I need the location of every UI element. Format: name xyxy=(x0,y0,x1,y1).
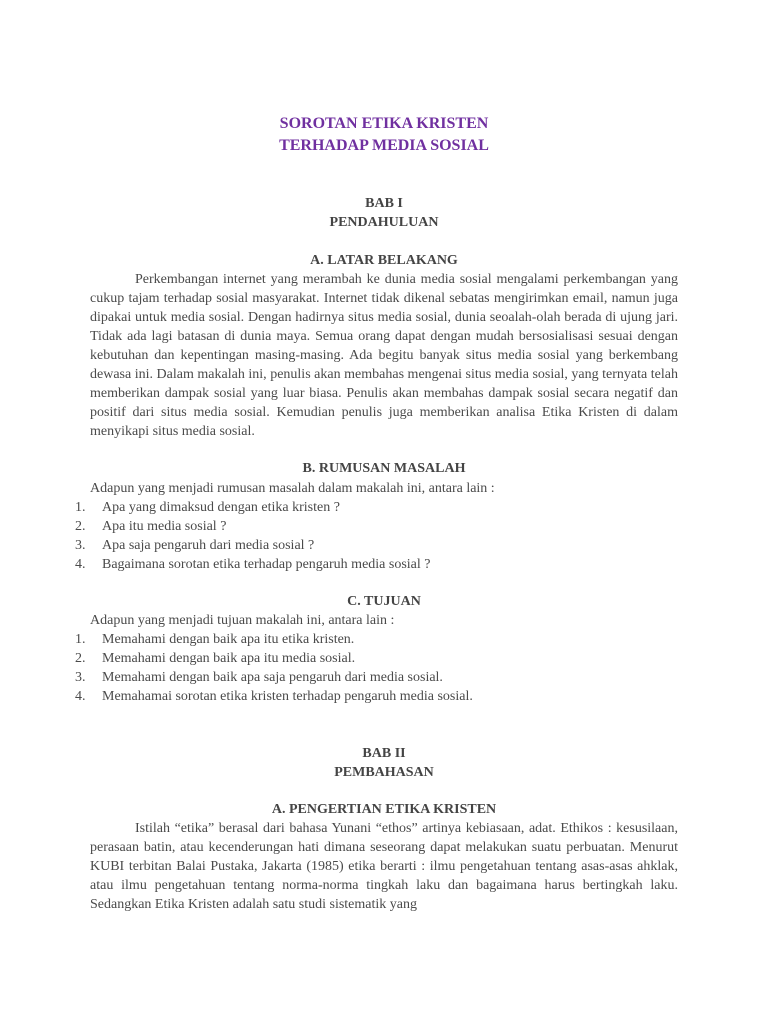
list-item-text: Apa itu media sosial ? xyxy=(102,519,227,534)
pengertian-etika-text: Istilah “etika” berasal dari bahasa Yunani “ethos” artinya kebiasaan, adat. Ethikos : kesusilaan, perasaan batin, atau kecenderungan hati dimana seseorang dapat melakukan suatu perbuatan. Menurut KUBI terbitan Balai Pustaka, Jakarta (1985) etika berarti : ilmu pengetahuan tentang asas-asas ahklak, atau ilmu pengetahuan tentang norma-norma tingkah laku dan bagaimana harus bertingkah laku. Sedangkan Etika Kristen adalah satu studi sistematik yang xyxy=(90,821,678,912)
list-item xyxy=(75,517,675,536)
bab2-label: BAB II xyxy=(362,746,406,761)
section-a-heading: A. LATAR BELAKANG xyxy=(310,253,458,268)
rumusan-masalah-list xyxy=(75,498,675,574)
bab2-name: PEMBAHASAN xyxy=(334,765,434,780)
rumusan-masalah-lead: Adapun yang menjadi rumusan masalah dalam makalah ini, antara lain : xyxy=(90,481,495,496)
bab1-label: BAB I xyxy=(365,196,403,211)
list-item-number: 4. xyxy=(75,557,86,572)
section-c-heading: C. TUJUAN xyxy=(347,594,421,609)
list-item xyxy=(75,536,675,555)
bab2-section-a-heading: A. PENGERTIAN ETIKA KRISTEN xyxy=(271,802,497,817)
list-item-text: Apa yang dimaksud dengan etika kristen ? xyxy=(102,500,340,515)
list-item-text: Apa saja pengaruh dari media sosial ? xyxy=(102,538,315,553)
list-item xyxy=(75,555,675,574)
list-item-text: Memahami dengan baik apa itu media sosial. xyxy=(102,651,356,666)
list-item xyxy=(75,668,675,687)
list-item xyxy=(75,649,675,668)
list-item-number: 1. xyxy=(75,500,86,515)
pengertian-etika-paragraph xyxy=(90,819,678,914)
list-item-text: Memahami dengan baik apa saja pengaruh dari media sosial. xyxy=(102,670,443,685)
section-b-heading: B. RUMUSAN MASALAH xyxy=(302,461,466,476)
latar-belakang-paragraph xyxy=(90,270,678,441)
latar-belakang-text: Perkembangan internet yang merambah ke dunia media sosial mengalami perkembangan yang cukup tajam terhadap sosial masyarakat. Internet tidak dikenal sebatas mengirimkan email, namun juga dipakai untuk media sosial. Dengan hadirnya situs media sosial, dunia seoalah-olah berada di ujung jari. Tidak ada lagi batasan di dunia maya. Semua orang dapat dengan mudah bersosialisasi sesuai dengan kebutuhan dan kepentingan masing-masing. Ada begitu banyak situs media sosial yang berkembang dewasa ini. Dalam makalah ini, penulis akan membahas mengenai situs media sosial, yang ternyata telah memberikan dampak sosial yang luar biasa. Penulis akan membahas dampak sosial secara negatif dan positif dari situs media sosial. Kemudian penulis juga memberikan analisa Etika Kristen di dalam menyikapi situs media sosial. xyxy=(90,272,678,439)
document-title-line1: SOROTAN ETIKA KRISTEN xyxy=(279,115,489,132)
list-item-number: 4. xyxy=(75,689,86,704)
list-item-number: 3. xyxy=(75,538,86,553)
list-item-number: 3. xyxy=(75,670,86,685)
list-item xyxy=(75,498,675,517)
list-item-text: Memahami dengan baik apa itu etika kristen. xyxy=(102,632,355,647)
tujuan-list xyxy=(75,630,675,706)
list-item-number: 2. xyxy=(75,519,86,534)
list-item xyxy=(75,687,675,706)
list-item-text: Bagaimana sorotan etika terhadap pengaruh media sosial ? xyxy=(102,557,431,572)
bab1-name: PENDAHULUAN xyxy=(329,215,439,230)
list-item-number: 2. xyxy=(75,651,86,666)
list-item-text: Memahamai sorotan etika kristen terhadap pengaruh media sosial. xyxy=(102,689,473,704)
list-item-number: 1. xyxy=(75,632,86,647)
tujuan-lead: Adapun yang menjadi tujuan makalah ini, antara lain : xyxy=(90,613,395,628)
document-title-line2: TERHADAP MEDIA SOSIAL xyxy=(279,137,489,154)
list-item xyxy=(75,630,675,649)
